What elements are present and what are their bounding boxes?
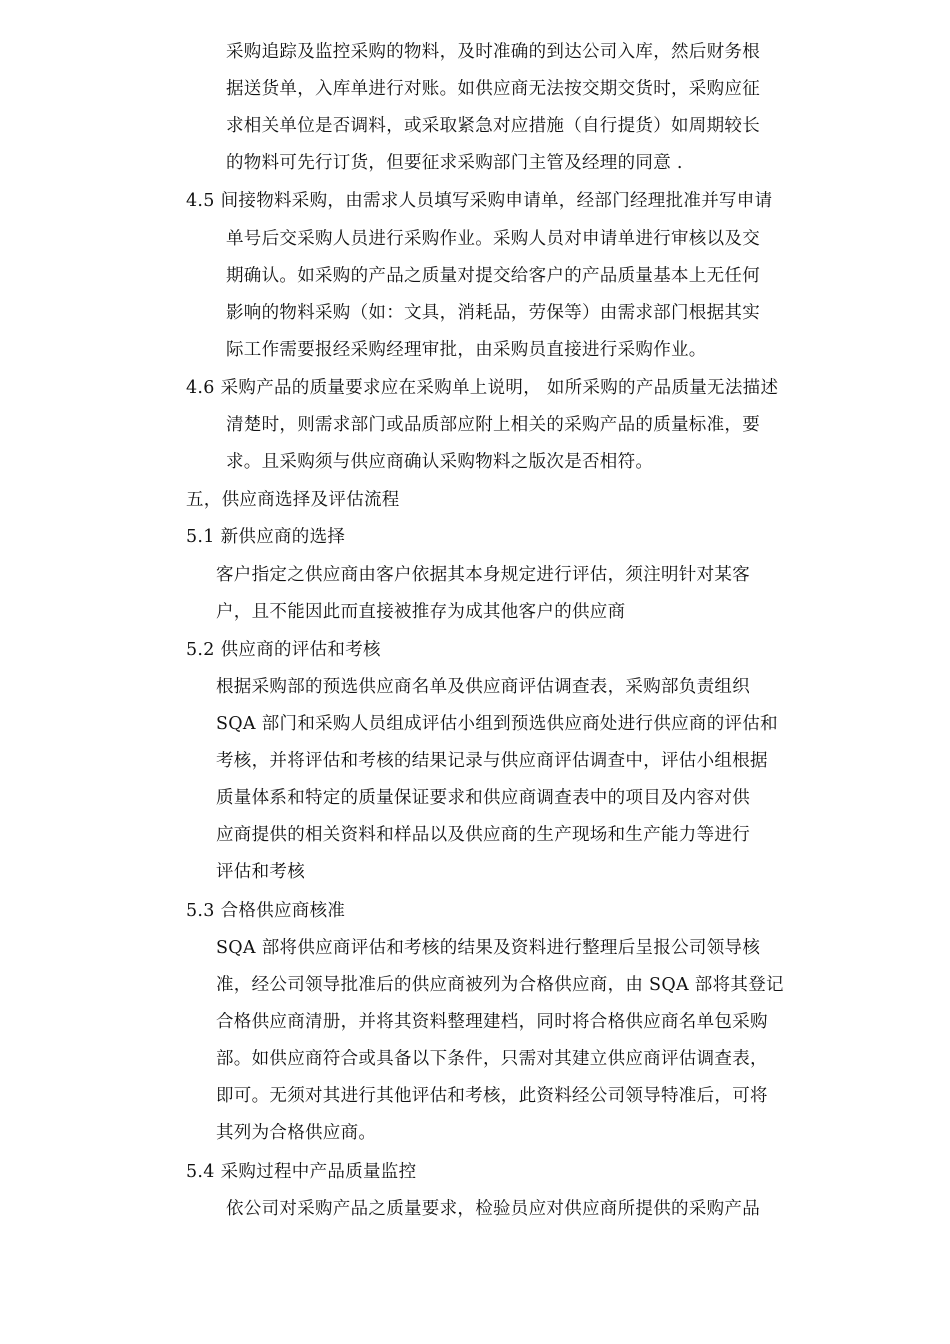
- paragraph-line: 部。如供应商符合或具备以下条件，只需对其建立供应商评估调查表，: [216, 1049, 768, 1069]
- section-4-5-line: 4.5 间接物料采购，由需求人员填写采购申请单，经部门经理批准并写申请: [186, 191, 773, 211]
- paragraph-line: 即可。无须对其进行其他评估和考核，此资料经公司领导特准后，可将: [216, 1086, 768, 1106]
- paragraph-line: 求。且采购须与供应商确认采购物料之版次是否相符。: [226, 452, 654, 472]
- paragraph-line: 质量体系和特定的质量保证要求和供应商调查表中的项目及内容对供: [216, 788, 750, 808]
- paragraph-line: 的物料可先行订货，但要征求采购部门主管及经理的同意 .: [226, 153, 683, 173]
- paragraph-line: 采购追踪及监控采购的物料，及时准确的到达公司入库，然后财务根: [226, 42, 760, 62]
- paragraph-line: 根据采购部的预选供应商名单及供应商评估调查表，采购部负责组织: [216, 677, 750, 697]
- paragraph-line: 户，且不能因此而直接被推存为成其他客户的供应商: [216, 602, 626, 622]
- paragraph-line: 际工作需要报经采购经理审批，由采购员直接进行采购作业。: [226, 340, 707, 360]
- paragraph-line: 清楚时，则需求部门或品质部应附上相关的采购产品的质量标准，要: [226, 415, 760, 435]
- paragraph-line: 考核，并将评估和考核的结果记录与供应商评估调查中，评估小组根据: [216, 751, 768, 771]
- paragraph-line: 依公司对采购产品之质量要求，检验员应对供应商所提供的采购产品: [226, 1199, 760, 1219]
- paragraph-line: 准，经公司领导批准后的供应商被列为合格供应商，由 SQA 部将其登记: [216, 975, 784, 995]
- paragraph-line: 客户指定之供应商由客户依据其本身规定进行评估，须注明针对某客: [216, 565, 750, 585]
- paragraph-line: 期确认。如采购的产品之质量对提交给客户的产品质量基本上无任何: [226, 266, 760, 286]
- paragraph-line: 据送货单，入库单进行对账。如供应商无法按交期交货时，采购应征: [226, 79, 760, 99]
- paragraph-line: 单号后交采购人员进行采购作业。采购人员对申请单进行审核以及交: [226, 229, 760, 249]
- paragraph-line: 评估和考核: [216, 862, 305, 882]
- paragraph-line: 应商提供的相关资料和样品以及供应商的生产现场和生产能力等进行: [216, 825, 750, 845]
- paragraph-line: SQA 部门和采购人员组成评估小组到预选供应商处进行供应商的评估和: [216, 714, 778, 734]
- section-4-6-line: 4.6 采购产品的质量要求应在采购单上说明， 如所采购的产品质量无法描述: [186, 378, 779, 398]
- section-5-1-heading: 5.1 新供应商的选择: [186, 527, 346, 547]
- paragraph-line: 求相关单位是否调料，或采取紧急对应措施（自行提货）如周期较长: [226, 116, 760, 136]
- paragraph-line: 影响的物料采购（如：文具，消耗品，劳保等）由需求部门根据其实: [226, 303, 760, 323]
- paragraph-line: SQA 部将供应商评估和考核的结果及资料进行整理后呈报公司领导核: [216, 938, 761, 958]
- chapter-5-heading: 五，供应商选择及评估流程: [186, 490, 400, 510]
- section-5-3-heading: 5.3 合格供应商核准: [186, 901, 346, 921]
- paragraph-line: 合格供应商清册，并将其资料整理建档，同时将合格供应商名单包采购: [216, 1012, 768, 1032]
- section-5-2-heading: 5.2 供应商的评估和考核: [186, 640, 381, 660]
- paragraph-line: 其列为合格供应商。: [216, 1123, 377, 1143]
- section-5-4-heading: 5.4 采购过程中产品质量监控: [186, 1162, 417, 1182]
